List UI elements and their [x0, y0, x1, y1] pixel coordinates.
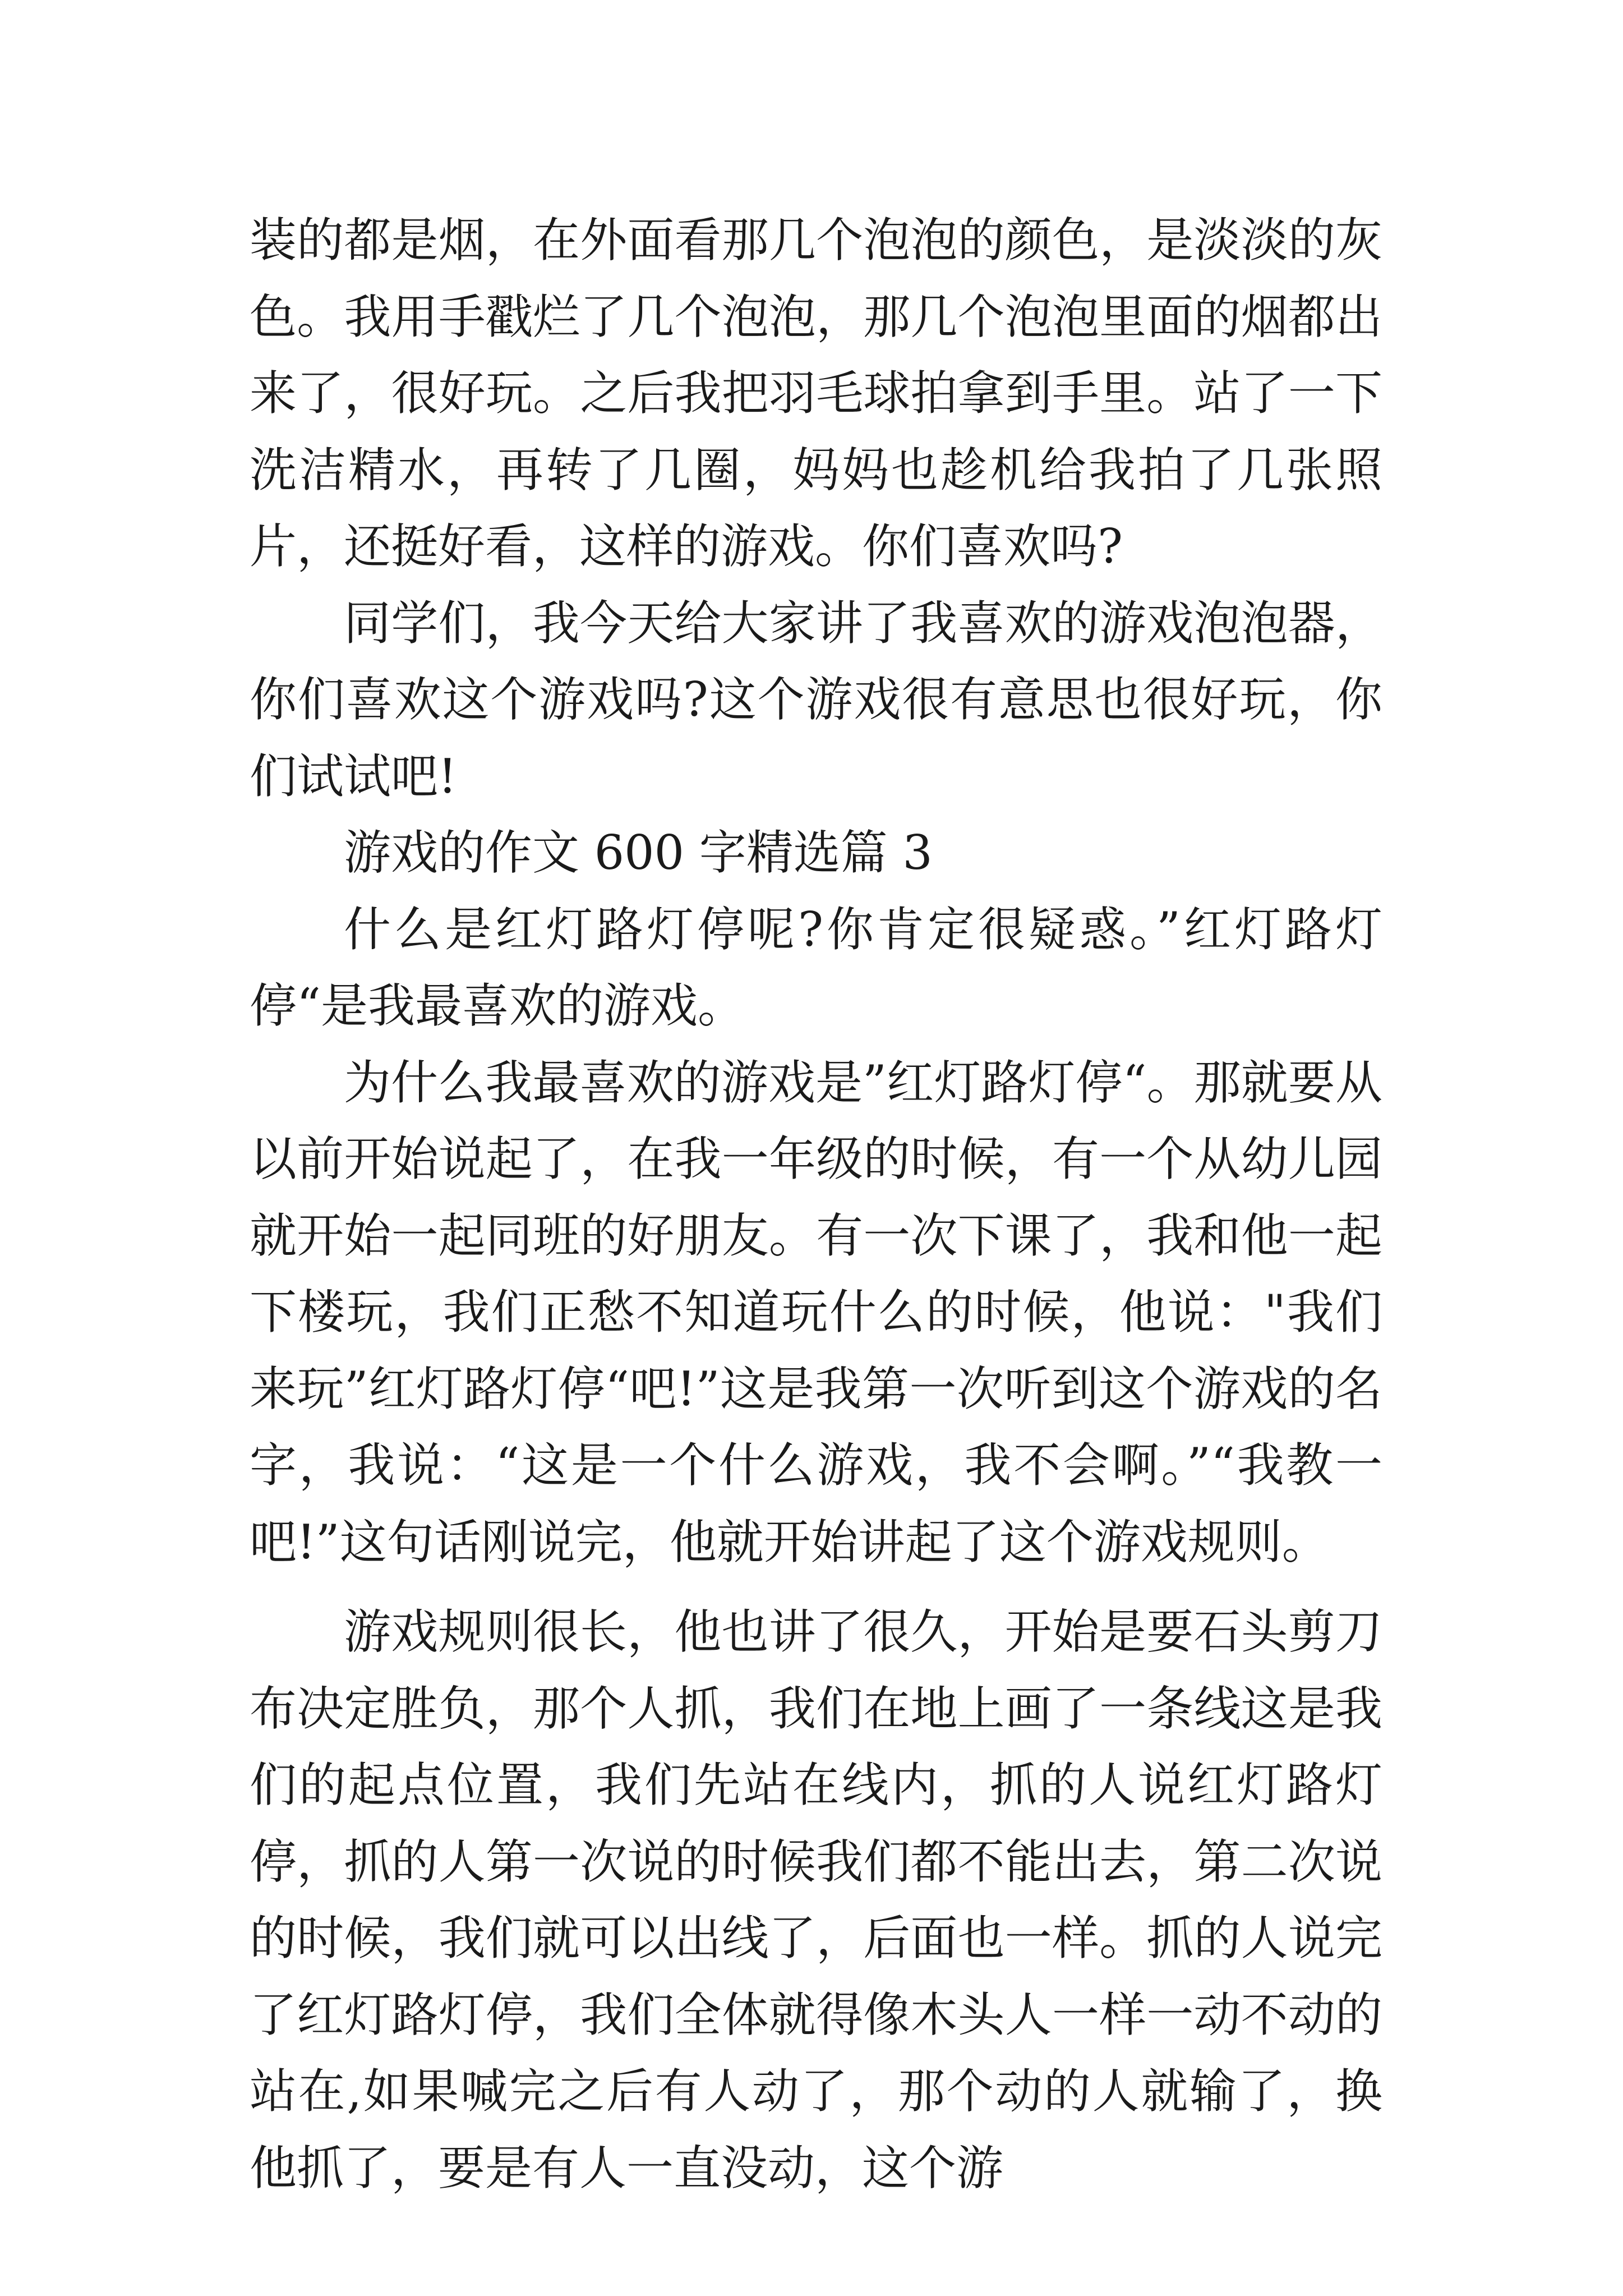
paragraph-3: 什么是红灯路灯停呢?你肯定很疑惑。”红灯路灯停“是我最喜欢的游戏。 — [250, 901, 1382, 1033]
paragraph-1: 装的都是烟，在外面看那几个泡泡的颜色，是淡淡的灰色。我用手戳烂了几个泡泡，那几个泡泡里面的烟都出来了，很好玩。之后我把羽毛球拍拿到手里。站了一下洗洁精水，再转了几圈，妈妈也趁机给我拍了几张照片，还挺好看，这样的游戏。你们喜欢吗? — [250, 213, 1382, 574]
section-heading: 游戏的作文 600 字精选篇 3 — [344, 825, 933, 880]
paragraph-5: 游戏规则很长，他也讲了很久，开始是要石头剪刀布决定胜负，那个人抓，我们在地上画了一条线这是我们的起点位置，我们先站在线内，抓的人说红灯路灯停，抓的人第一次说的时候我们都不能出去，第二次说的时候，我们就可以出线了，后面也一样。抓的人说完了红灯路灯停，我们全体就得像木头人一样一动不动的站在,如果喊完之后有人动了，那个动的人就输了，换他抓了，要是有人一直没动，这个游 — [250, 1604, 1382, 2196]
paragraph-2: 同学们，我今天给大家讲了我喜欢的游戏泡泡器，你们喜欢这个游戏吗?这个游戏很有意思也很好玩，你们试试吧! — [250, 595, 1382, 804]
essay-body — [250, 202, 1382, 2206]
paragraph-4: 为什么我最喜欢的游戏是”红灯路灯停“。那就要从以前开始说起了，在我一年级的时候，有一个从幼儿园就开始一起同班的好朋友。有一次下课了，我和他一起下楼玩，我们正愁不知道玩什么的时候，他说："我们来玩”红灯路灯停“吧!”这是我第一次听到这个游戏的名字，我说：“这是一个什么游戏，我不会啊。”“我教一吧!”这句话刚说完，他就开始讲起了这个游戏规则。 — [250, 1055, 1382, 1570]
